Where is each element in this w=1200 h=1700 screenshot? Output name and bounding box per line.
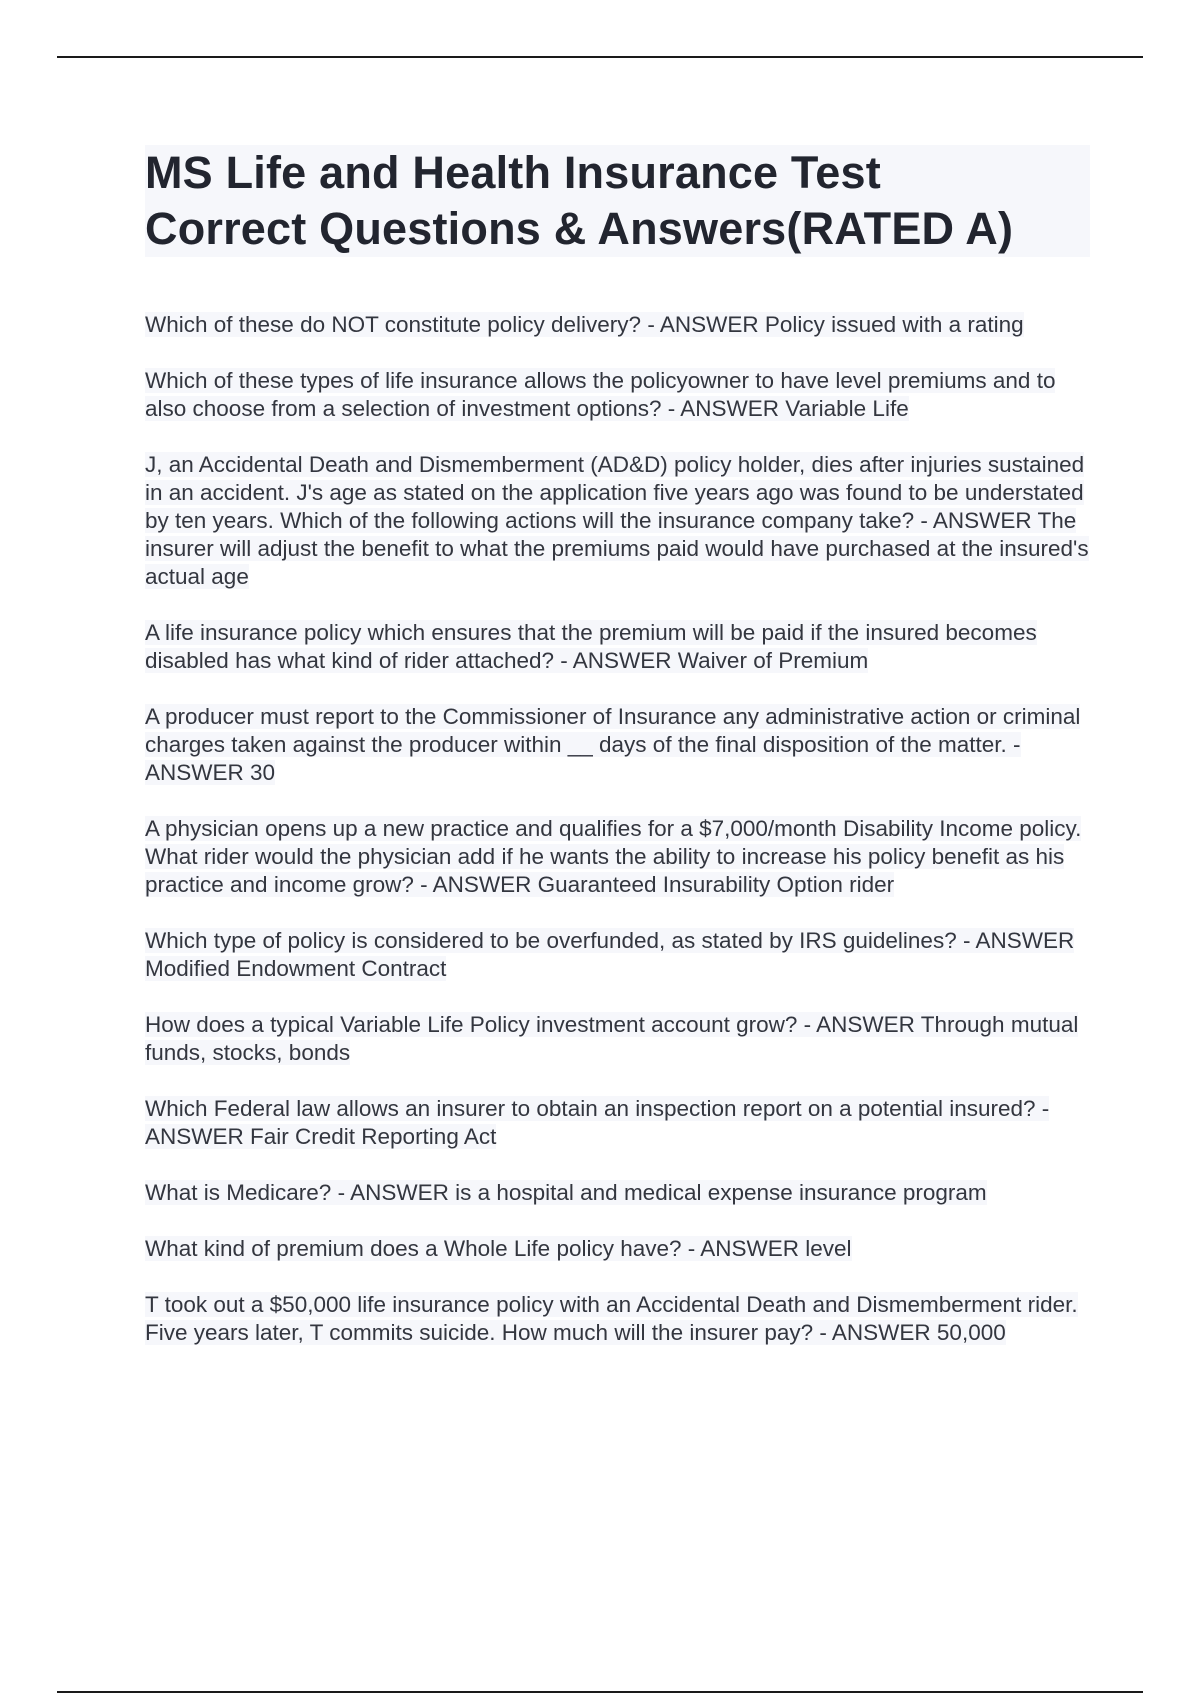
- bottom-rule: [57, 1691, 1143, 1693]
- qa-text: How does a typical Variable Life Policy investment account grow? - ANSWER Through mutual funds, stocks, bonds: [145, 1012, 1079, 1065]
- qa-text: Which of these do NOT constitute policy delivery? - ANSWER Policy issued with a rating: [145, 312, 1024, 337]
- qa-text: T took out a $50,000 life insurance policy with an Accidental Death and Dismemberment rider. Five years later, T commits suicide. How much will the insurer pay? - ANSWER 50,000: [145, 1292, 1078, 1345]
- qa-text: A producer must report to the Commissioner of Insurance any administrative action or criminal charges taken against the producer within __ days of the final disposition of the matter. - ANSWER 30: [145, 704, 1081, 785]
- qa-item: [145, 1095, 1090, 1151]
- qa-item: [145, 703, 1090, 787]
- qa-item: [145, 367, 1090, 423]
- document-title: [145, 145, 1090, 257]
- qa-item: [145, 815, 1090, 899]
- qa-text: A physician opens up a new practice and qualifies for a $7,000/month Disability Income policy. What rider would the physician add if he wants the ability to increase his policy benefit as his practice and income grow? - ANSWER Guaranteed Insurability Option rider: [145, 816, 1082, 897]
- qa-item: [145, 619, 1090, 675]
- qa-text: Which Federal law allows an insurer to obtain an inspection report on a potential insured? - ANSWER Fair Credit Reporting Act: [145, 1096, 1050, 1149]
- qa-text: Which type of policy is considered to be overfunded, as stated by IRS guidelines? - ANSWER Modified Endowment Contract: [145, 928, 1075, 981]
- qa-list: [145, 311, 1090, 1375]
- title-line-1: MS Life and Health Insurance Test: [145, 147, 881, 198]
- top-rule: [57, 56, 1143, 58]
- qa-item: [145, 1179, 1090, 1207]
- qa-text: J, an Accidental Death and Dismemberment (AD&D) policy holder, dies after injuries sustained in an accident. J's age as stated on the application five years ago was found to be understated by ten years. Which of the following actions will the insurance company take? - ANSWER The insurer will adjust the benefit to what the premiums paid would have purchased at the insured's actual age: [145, 452, 1089, 589]
- qa-item: [145, 1291, 1090, 1347]
- title-line-2: Correct Questions & Answers(RATED A): [145, 203, 1014, 254]
- qa-text: Which of these types of life insurance allows the policyowner to have level premiums and to also choose from a selection of investment options? - ANSWER Variable Life: [145, 368, 1056, 421]
- qa-text: What is Medicare? - ANSWER is a hospital and medical expense insurance program: [145, 1180, 987, 1205]
- qa-item: [145, 1011, 1090, 1067]
- qa-text: A life insurance policy which ensures that the premium will be paid if the insured becomes disabled has what kind of rider attached? - ANSWER Waiver of Premium: [145, 620, 1037, 673]
- qa-item: [145, 451, 1090, 591]
- qa-item: [145, 1235, 1090, 1263]
- qa-text: What kind of premium does a Whole Life policy have? - ANSWER level: [145, 1236, 852, 1261]
- qa-item: [145, 927, 1090, 983]
- qa-item: [145, 311, 1090, 339]
